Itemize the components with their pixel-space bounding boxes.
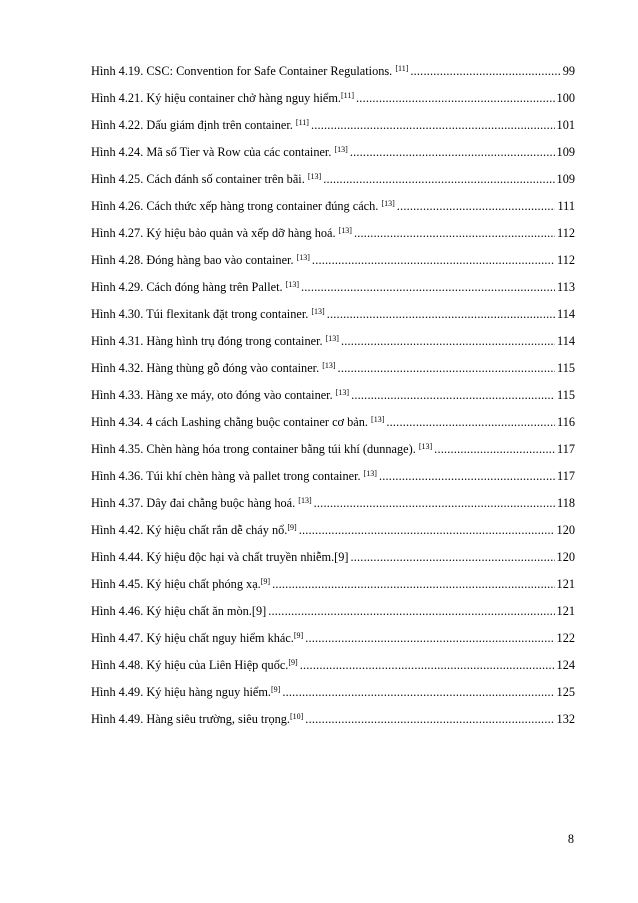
dot-leader [323,166,554,193]
toc-entry[interactable] [91,490,575,517]
toc-entry-title [91,598,266,625]
dot-leader [397,193,556,220]
toc-entry-reference: [13] [363,469,377,478]
toc-entry-page-number: 122 [556,631,575,645]
toc-entry[interactable] [91,625,575,652]
toc-entry-caption: Hình 4.19. CSC: Convention for Safe Container Regulations. [91,64,396,78]
toc-entry-reference: [13] [334,145,348,154]
dot-leader [268,598,554,625]
toc-entry-caption: Hình 4.37. Dây đai chằng buộc hàng hoá. [91,496,299,510]
dot-leader [379,463,555,490]
toc-entry[interactable] [91,58,575,85]
dot-leader [341,328,555,355]
toc-entry-title [91,193,395,220]
toc-entry-title [91,58,408,85]
toc-entry-caption: Hình 4.26. Cách thức xếp hàng trong container đúng cách. [91,199,382,213]
toc-entry[interactable] [91,355,575,382]
toc-entry-reference: [9] [288,658,298,667]
toc-entry-reference: [13] [307,172,322,181]
toc-entry-page-number: 116 [557,415,575,429]
toc-entry[interactable] [91,139,575,166]
toc-entry-reference: [13] [311,307,325,316]
toc-entry[interactable] [91,571,575,598]
toc-entry-caption: Hình 4.48. Ký hiệu của Liên Hiệp quốc. [91,658,289,672]
toc-entry-title [91,490,312,517]
toc-entry-page-number: 120 [556,523,575,537]
toc-entry-reference: [9] [293,631,304,640]
toc-entry-reference: [11] [341,91,355,100]
toc-entry-page-number: 115 [557,388,575,402]
dot-leader [350,139,555,166]
toc-entry[interactable] [91,382,575,409]
toc-entry-page-number: 117 [557,442,575,456]
dot-leader [410,58,560,85]
toc-entry-page-number: 101 [556,118,575,132]
toc-entry-reference: [13] [338,226,352,235]
toc-entry-page-number: 111 [557,199,575,213]
toc-entry-title [91,166,321,193]
toc-entry-caption: Hình 4.46. Ký hiệu chất ăn mòn.[9] [91,604,267,618]
toc-entry-title [91,139,348,166]
toc-entry-title [91,409,384,436]
toc-entry-title [91,274,299,301]
toc-entry-page-number: 100 [556,91,575,105]
toc-entry-title [91,112,309,139]
toc-entry-caption: Hình 4.31. Hàng hình trụ đóng trong container. [91,334,326,348]
toc-entry-reference: [13] [371,415,385,424]
toc-entry[interactable] [91,436,575,463]
toc-entry-reference: [13] [296,253,310,262]
toc-entry-reference: [9] [271,685,281,694]
toc-entry[interactable] [91,247,575,274]
dot-leader [338,355,555,382]
dot-leader [305,706,554,733]
toc-entry-caption: Hình 4.44. Ký hiệu độc hại và chất truyền nhiễm.[9] [91,550,349,564]
toc-entry-title [91,382,349,409]
toc-entry-reference: [13] [381,199,395,208]
toc-entry-page-number: 114 [557,307,575,321]
toc-entry-caption: Hình 4.25. Cách đánh số container trên bãi. [91,172,308,186]
list-of-figures [91,58,575,733]
dot-leader [272,571,554,598]
toc-entry-caption: Hình 4.35. Chèn hàng hóa trong container bằng túi khí (dunnage). [91,442,419,456]
dot-leader [301,274,555,301]
toc-entry-reference: [13] [418,442,433,451]
dot-leader [282,679,554,706]
toc-entry-caption: Hình 4.36. Túi khí chèn hàng và pallet trong container. [91,469,364,483]
toc-entry-caption: Hình 4.24. Mã số Tier và Row của các container. [91,145,335,159]
toc-entry[interactable] [91,220,575,247]
toc-entry-title [91,328,339,355]
toc-entry-title [91,652,298,679]
toc-entry-reference: [13] [325,334,339,343]
toc-entry-reference: [13] [322,361,336,370]
toc-entry-reference: [11] [395,64,409,73]
toc-entry-caption: Hình 4.33. Hàng xe máy, oto đóng vào container. [91,388,336,402]
toc-entry[interactable] [91,544,575,571]
toc-entry-caption: Hình 4.45. Ký hiệu chất phóng xạ. [91,577,261,591]
toc-entry-page-number: 99 [562,64,575,78]
toc-entry-page-number: 112 [557,226,575,240]
dot-leader [350,544,554,571]
toc-entry-caption: Hình 4.49. Ký hiệu hàng nguy hiểm. [91,685,271,699]
toc-entry[interactable] [91,679,575,706]
toc-entry[interactable] [91,328,575,355]
toc-entry-title [91,247,310,274]
toc-entry-page-number: 114 [557,334,575,348]
toc-entry[interactable] [91,85,575,112]
toc-entry[interactable] [91,598,575,625]
toc-entry-title [91,463,377,490]
dot-leader [305,625,554,652]
toc-entry-reference: [9] [260,577,271,586]
toc-entry-page-number: 124 [556,658,575,672]
toc-entry[interactable] [91,274,575,301]
toc-entry[interactable] [91,193,575,220]
toc-entry-page-number: 115 [557,361,575,375]
page-number: 8 [567,832,574,846]
toc-entry-reference: [13] [298,496,312,505]
toc-entry[interactable] [91,166,575,193]
dot-leader [311,112,555,139]
toc-entry-title [91,571,270,598]
dot-leader [434,436,555,463]
toc-entry-title [91,301,325,328]
toc-entry-page-number: 121 [556,577,575,591]
toc-entry[interactable] [91,517,575,544]
dot-leader [314,490,555,517]
toc-entry-caption: Hình 4.27. Ký hiệu bảo quản và xếp dỡ hàng hoá. [91,226,339,240]
toc-entry[interactable] [91,409,575,436]
toc-entry-title [91,706,303,733]
toc-entry-page-number: 112 [557,253,575,267]
toc-entry-page-number: 132 [556,712,575,726]
toc-entry[interactable] [91,301,575,328]
toc-entry-page-number: 118 [557,496,575,510]
toc-entry-page-number: 121 [556,604,575,618]
toc-entry-caption: Hình 4.29. Cách đóng hàng trên Pallet. [91,280,286,294]
toc-entry-page-number: 109 [556,145,575,159]
toc-entry-caption: Hình 4.28. Đóng hàng bao vào container. [91,253,297,267]
toc-entry-reference: [10] [289,712,304,721]
toc-entry-reference: [13] [285,280,299,289]
toc-entry-title [91,85,354,112]
dot-leader [356,85,555,112]
dot-leader [386,409,555,436]
toc-entry-caption: Hình 4.21. Ký hiệu container chở hàng nguy hiểm. [91,91,341,105]
toc-entry-title [91,436,432,463]
dot-leader [327,301,555,328]
toc-entry[interactable] [91,652,575,679]
toc-entry[interactable] [91,112,575,139]
dot-leader [354,220,555,247]
toc-entry[interactable] [91,463,575,490]
toc-entry-title [91,220,352,247]
toc-entry-caption: Hình 4.49. Hàng siêu trường, siêu trọng. [91,712,290,726]
toc-entry-caption: Hình 4.30. Túi flexitank đặt trong container. [91,307,312,321]
toc-entry-page-number: 109 [556,172,575,186]
toc-entry-caption: Hình 4.42. Ký hiệu chất rắn dễ cháy nổ. [91,523,288,537]
toc-entry-caption: Hình 4.47. Ký hiệu chất nguy hiểm khác. [91,631,294,645]
toc-entry-page-number: 120 [556,550,575,564]
toc-entry-title [91,355,336,382]
toc-entry-caption: Hình 4.22. Dấu giám định trên container. [91,118,296,132]
toc-entry-title [91,679,280,706]
toc-entry-title [91,625,303,652]
dot-leader [312,247,555,274]
dot-leader [300,652,555,679]
toc-entry-page-number: 117 [557,469,575,483]
toc-entry-page-number: 125 [556,685,575,699]
toc-entry-caption: Hình 4.34. 4 cách Lashing chằng buộc container cơ bản. [91,415,372,429]
toc-entry-title [91,517,297,544]
toc-entry-caption: Hình 4.32. Hàng thùng gỗ đóng vào container. [91,361,323,375]
toc-entry-reference: [9] [287,523,297,532]
toc-entry-reference: [11] [295,118,309,127]
toc-entry-page-number: 113 [557,280,575,294]
toc-entry-reference: [13] [335,388,350,397]
dot-leader [351,382,555,409]
toc-entry[interactable] [91,706,575,733]
toc-entry-title [91,544,348,571]
dot-leader [299,517,555,544]
